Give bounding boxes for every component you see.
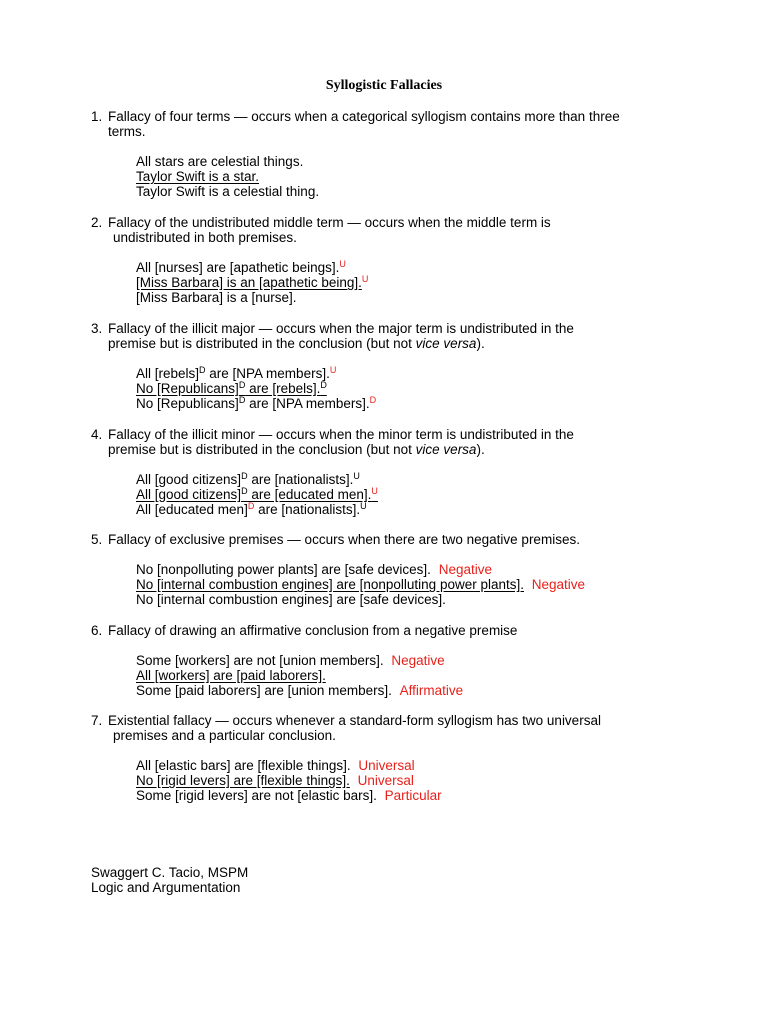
item-number: 1. xyxy=(91,109,103,124)
premise-minor: No [Republicans]$^D$ are [rebels].$^D$ xyxy=(136,380,327,396)
course-name: Logic and Argumentation xyxy=(91,880,241,895)
item-number: 7. xyxy=(91,713,103,728)
premise-type-label: Negative xyxy=(531,577,586,592)
item-heading xyxy=(91,427,691,442)
conclusion: Taylor Swift is a celestial thing. xyxy=(136,184,320,199)
item-heading xyxy=(91,215,691,230)
item-description-cont: premises and a particular conclusion. xyxy=(113,728,336,743)
item-number: 3. xyxy=(91,321,103,336)
conclusion: All [educated men]$^D$ are [nationalists].$^U$ xyxy=(136,501,367,517)
premise-major: All [elastic bars] are [flexible things]. Universal xyxy=(136,758,415,773)
conclusion: No [Republicans]$^D$ are [NPA members].$^D$ xyxy=(136,395,377,411)
item-description-cont: undistributed in both premises. xyxy=(113,230,297,245)
item-description: Fallacy of drawing an affirmative conclusion from a negative premise xyxy=(108,623,518,638)
item-description-cont: premise but is distributed in the conclusion (but not vice versa). xyxy=(108,336,485,351)
premise-minor: No [rigid levers] are [flexible things]. Universal xyxy=(136,773,414,788)
premise-type-label: Particular xyxy=(384,788,442,803)
premise-minor: All [workers] are [paid laborers]. xyxy=(136,668,326,683)
item-description: Fallacy of four terms — occurs when a categorical syllogism contains more than three xyxy=(108,109,620,124)
item-description: Existential fallacy — occurs whenever a standard-form syllogism has two universal xyxy=(108,713,601,728)
conclusion: Some [rigid levers] are not [elastic bars]. Particular xyxy=(136,788,442,803)
item-description-cont: terms. xyxy=(108,124,146,139)
premise-minor: Taylor Swift is a star. xyxy=(136,169,260,184)
item-description: Fallacy of exclusive premises — occurs when there are two negative premises. xyxy=(108,532,580,547)
premise-type-label: Universal xyxy=(358,758,415,773)
item-description-cont: premise but is distributed in the conclusion (but not vice versa). xyxy=(108,442,485,457)
author-name: Swaggert C. Tacio, MSPM xyxy=(91,865,249,880)
item-number: 2. xyxy=(91,215,103,230)
item-number: 4. xyxy=(91,427,103,442)
premise-minor: All [good citizens]$^D$ are [educated men].$^U$ xyxy=(136,486,378,502)
document-title: Syllogistic Fallacies xyxy=(325,78,443,93)
premise-type-label: Affirmative xyxy=(399,683,464,698)
conclusion: No [internal combustion engines] are [safe devices]. xyxy=(136,592,446,607)
distribution-mark: U xyxy=(361,274,369,284)
item-number: 5. xyxy=(91,532,103,547)
distribution-mark: U xyxy=(339,259,346,269)
item-heading xyxy=(91,532,691,547)
premise-type-label: Universal xyxy=(357,773,414,788)
premise-major: No [nonpolluting power plants] are [safe devices]. Negative xyxy=(136,562,492,577)
item-description: Fallacy of the undistributed middle term — occurs when the middle term is xyxy=(108,215,551,230)
conclusion: Some [paid laborers] are [union members]. Affirmative xyxy=(136,683,464,698)
item-heading xyxy=(91,713,691,728)
item-description: Fallacy of the illicit major — occurs when the major term is undistributed in the xyxy=(108,321,574,336)
item-heading xyxy=(91,109,691,124)
item-description: Fallacy of the illicit minor — occurs when the minor term is undistributed in the xyxy=(108,427,574,442)
item-heading xyxy=(91,321,691,336)
premise-major: All [good citizens]$^D$ are [nationalists].$^U$ xyxy=(136,471,360,487)
premise-major: All stars are celestial things. xyxy=(136,154,304,169)
premise-type-label: Negative xyxy=(438,562,492,577)
premise-type-label: Negative xyxy=(391,653,445,668)
item-heading xyxy=(91,623,691,638)
premise-major: All [rebels]$^D$ are [NPA members].$^U$ xyxy=(136,365,337,381)
premise-minor: No [internal combustion engines] are [nonpolluting power plants]. Negative xyxy=(136,577,586,592)
premise-major: All [nurses] are [apathetic beings].$^U$ xyxy=(136,259,346,275)
premise-major: Some [workers] are not [union members]. Negative xyxy=(136,653,445,668)
item-number: 6. xyxy=(91,623,103,638)
premise-minor: [Miss Barbara] is an [apathetic being].$^U$ xyxy=(136,274,369,290)
conclusion: [Miss Barbara] is a [nurse]. xyxy=(136,290,297,305)
